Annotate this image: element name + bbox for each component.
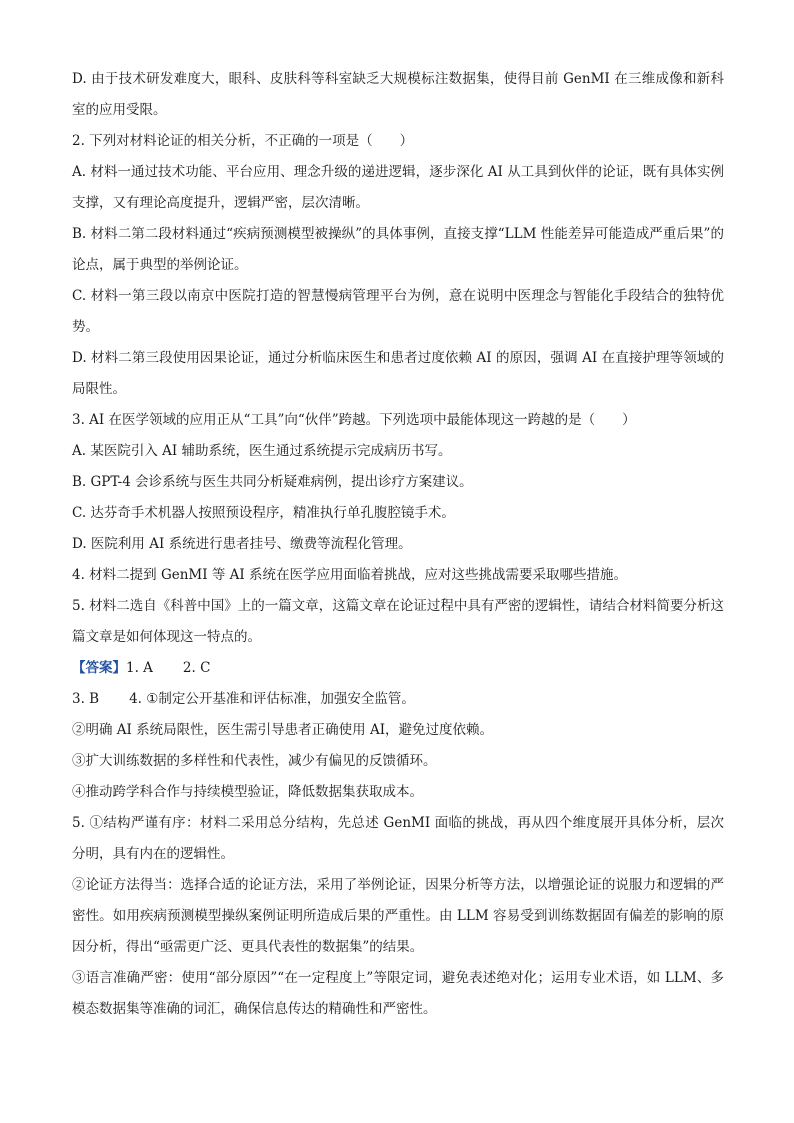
answer-4-item-3: ③扩大训练数据的多样性和代表性，减少有偏见的反馈循环。 — [72, 753, 437, 769]
answer-5-item-3: ③语言准确严密：使用“部分原因”“在一定程度上”等限定词，避免表述绝对化；运用专业术语，如 LLM、多模态数据集等准确的词汇，确保信息传达的精确性和严密性。 — [72, 970, 724, 1017]
q2-option-b: B. 材料二第二段材料通过“疾病预测模型被操纵”的具体事例，直接支撑“LLM 性能差异可能造成严重后果”的论点，属于典型的举例论证。 — [72, 226, 724, 273]
answer-5-item-1: 5. ①结构严谨有序：材料二采用总分结构，先总述 GenMI 面临的挑战，再从四个维度展开具体分析，层次分明，具有内在的逻辑性。 — [72, 815, 724, 862]
q2-stem: 2. 下列对材料论证的相关分析，不正确的一项是（ ） — [72, 133, 414, 149]
q2-option-d: D. 材料二第三段使用因果论证，通过分析临床医生和患者过度依赖 AI 的原因，强调 AI 在直接护理等领域的局限性。 — [72, 350, 724, 397]
q5-stem: 5. 材料二选自《科普中国》上的一篇文章，这篇文章在论证过程中具有严密的逻辑性，请结合材料简要分析这篇文章是如何体现这一特点的。 — [72, 598, 724, 645]
answer-3: 3. B — [72, 691, 100, 707]
document-page — [72, 64, 724, 1025]
answer-4-item-4: ④推动跨学科合作与持续模型验证，降低数据集获取成本。 — [72, 784, 423, 800]
answer-line-2 — [72, 684, 724, 715]
answer-4-item-2: ②明确 AI 系统局限性，医生需引导患者正确使用 AI，避免过度依赖。 — [72, 722, 494, 738]
answer-5-item-2: ②论证方法得当：选择合适的论证方法，采用了举例论证，因果分析等方法，以增强论证的说服力和逻辑的严密性。如用疾病预测模型操纵案例证明所造成后果的严重性。由 LLM 容易受到训练数据固有偏差的影响的原因分析，得出“亟需更广泛、更具代表性的数据集”的结果。 — [72, 877, 724, 955]
answer-line-1 — [72, 653, 724, 684]
answer-4-first: 4. ①制定公开基准和评估标准，加强安全监管。 — [129, 691, 415, 707]
q4-stem: 4. 材料二提到 GenMI 等 AI 系统在医学应用面临着挑战，应对这些挑战需要采取哪些措施。 — [72, 567, 628, 583]
q3-option-d: D. 医院利用 AI 系统进行患者挂号、缴费等流程化管理。 — [72, 536, 412, 552]
q3-stem: 3. AI 在医学领域的应用正从“工具”向“伙伴”跨越。下列选项中最能体现这一跨越的是（ ） — [72, 412, 636, 428]
answer-tag: 【答案】 — [72, 660, 126, 676]
q3-option-c: C. 达芬奇手术机器人按照预设程序，精准执行单孔腹腔镜手术。 — [72, 505, 455, 521]
answer-2: 2. C — [182, 660, 211, 676]
q1-option-d: D. 由于技术研发难度大，眼科、皮肤科等科室缺乏大规模标注数据集，使得目前 GenMI 在三维成像和新科室的应用受限。 — [72, 71, 724, 118]
q2-option-c: C. 材料一第三段以南京中医院打造的智慧慢病管理平台为例，意在说明中医理念与智能化手段结合的独特优势。 — [72, 288, 724, 335]
q2-option-a: A. 材料一通过技术功能、平台应用、理念升级的递进逻辑，逐步深化 AI 从工具到伙伴的论证，既有具体实例支撑，又有理论高度提升，逻辑严密，层次清晰。 — [72, 164, 724, 211]
q3-option-a: A. 某医院引入 AI 辅助系统，医生通过系统提示完成病历书写。 — [72, 443, 452, 459]
answer-1: 1. A — [126, 660, 153, 676]
q3-option-b: B. GPT-4 会诊系统与医生共同分析疑难病例，提出诊疗方案建议。 — [72, 474, 473, 490]
